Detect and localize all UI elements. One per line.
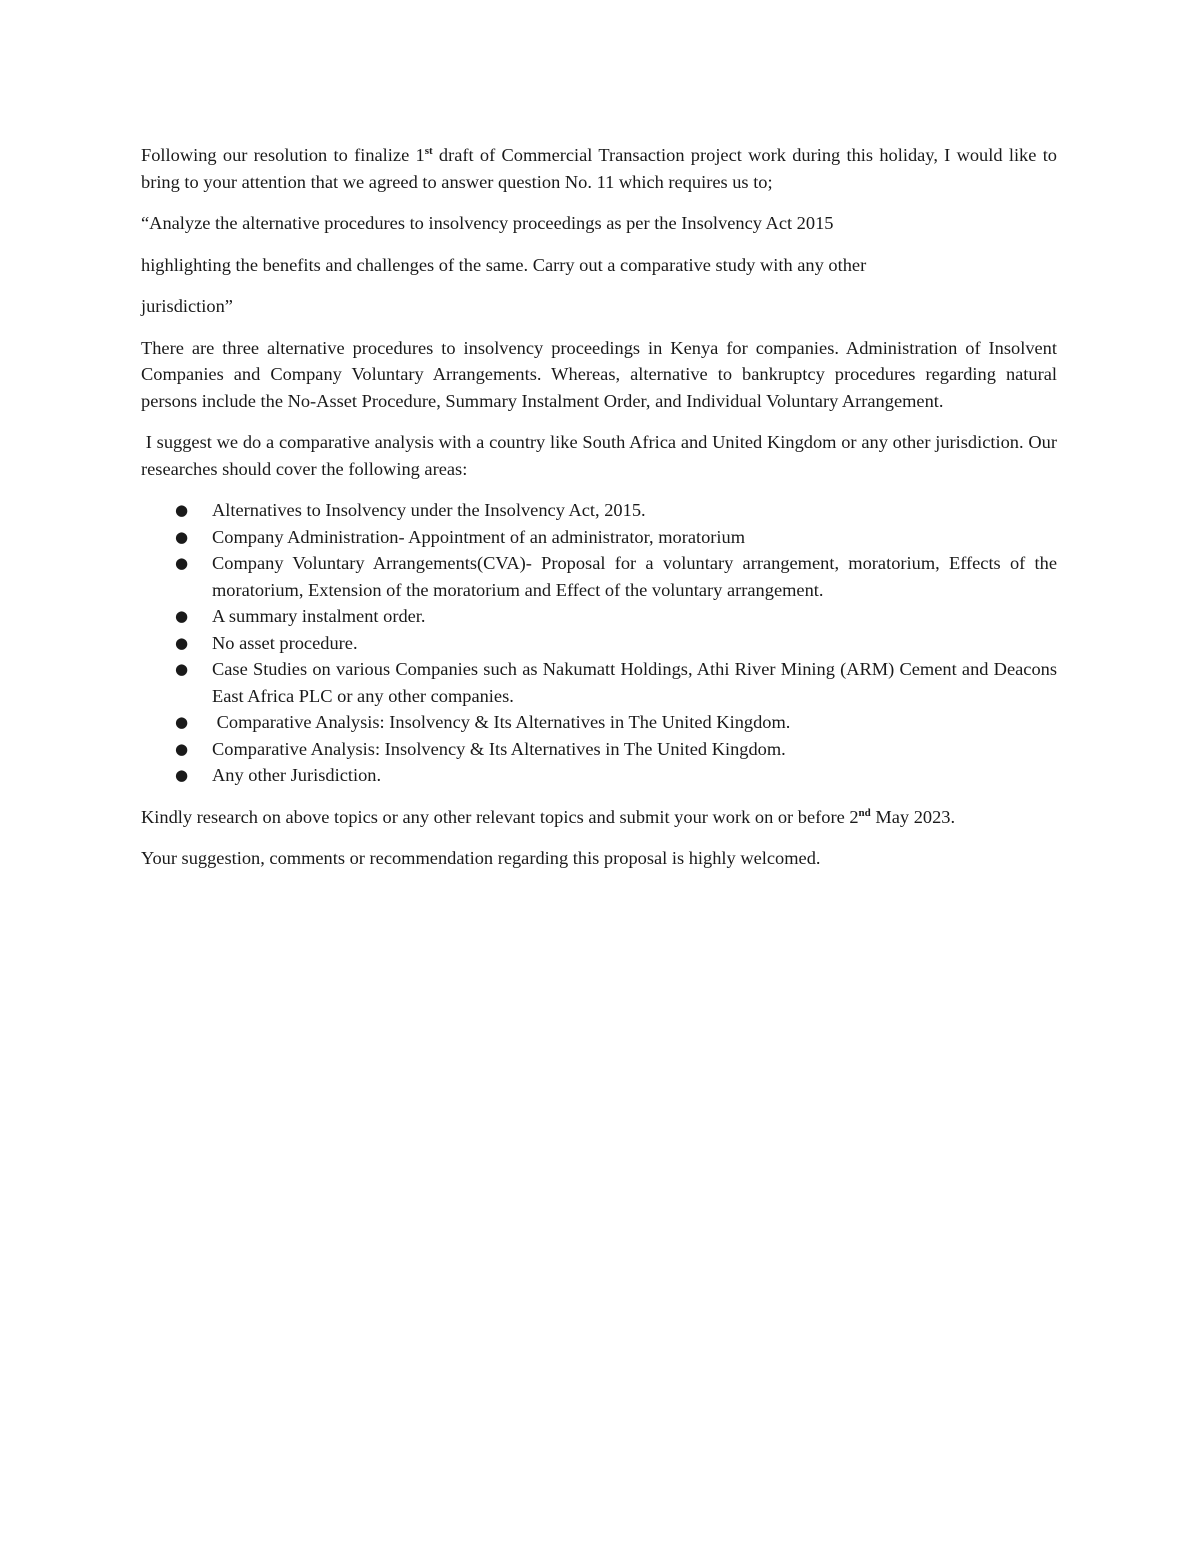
list-item: [141, 550, 1057, 603]
suggestion-paragraph: I suggest we do a comparative analysis with a country like South Africa and United Kingdom or any other jurisdiction. Our researches should cover the following areas:: [141, 432, 1062, 479]
research-topics-list: [141, 497, 1057, 789]
list-item: [141, 603, 1057, 630]
topic-text: Comparative Analysis: Insolvency & Its Alternatives in The United Kingdom.: [212, 712, 791, 732]
list-item: [141, 524, 1057, 551]
list-item: [141, 656, 1057, 709]
question-quote-line-1: “Analyze the alternative procedures to insolvency proceedings as per the Insolvency Act 2015: [141, 213, 834, 233]
bullet-icon: ●: [175, 766, 189, 784]
intro-text-start: Following our resolution to finalize 1: [141, 145, 425, 165]
bullet-icon: ●: [175, 633, 189, 652]
document-body: [141, 142, 1062, 887]
bullet-icon: ●: [175, 554, 189, 572]
deadline-ordinal-suffix: nd: [858, 806, 871, 819]
deadline-paragraph: [141, 804, 1057, 831]
deadline-text-start: Kindly research on above topics or any other relevant topics and submit your work on or before 2: [141, 806, 859, 827]
bullet-icon: ●: [175, 739, 189, 758]
question-quote-line-3: jurisdiction”: [141, 296, 233, 316]
bullet-icon: ●: [175, 527, 189, 546]
list-item: [141, 630, 1057, 657]
bullet-icon: ●: [175, 713, 189, 731]
topic-text: Alternatives to Insolvency under the Insolvency Act, 2015.: [212, 500, 646, 520]
list-item: [141, 709, 1057, 736]
intro-ordinal-suffix: st: [424, 144, 433, 157]
topic-text: Comparative Analysis: Insolvency & Its Alternatives in The United Kingdom.: [212, 738, 786, 759]
question-quote-line-2: highlighting the benefits and challenges of the same. Carry out a comparative study with any other: [141, 254, 867, 275]
intro-text-end: draft of Commercial Transaction project work during this holiday, I would like to bring to your attention that we agreed to answer question No. 11 which requires us to;: [141, 145, 1057, 192]
topic-text: Company Administration- Appointment of an administrator, moratorium: [212, 526, 746, 547]
topic-text: Case Studies on various Companies such as Nakumatt Holdings, Athi River Mining (ARM) Cement and Deacons East Africa PLC or any other companies.: [212, 659, 1057, 706]
bullet-icon: ●: [175, 501, 189, 519]
deadline-text-end: May 2023.: [870, 806, 956, 827]
closing-paragraph: Your suggestion, comments or recommendation regarding this proposal is highly welcomed.: [141, 848, 821, 868]
topic-text: No asset procedure.: [212, 632, 358, 653]
topic-text: Company Voluntary Arrangements(CVA)- Proposal for a voluntary arrangement, moratorium, Effects of the moratorium, Extension of the moratorium and Effect of the voluntary arrangement.: [212, 553, 1057, 600]
list-item: [141, 736, 1057, 763]
bullet-icon: ●: [175, 660, 189, 678]
list-item: [141, 497, 1057, 524]
intro-paragraph: [141, 142, 1057, 195]
list-item: [141, 762, 1057, 789]
topic-text: A summary instalment order.: [212, 606, 426, 626]
alternatives-paragraph: There are three alternative procedures to insolvency proceedings in Kenya for companies. Administration of Insolvent Companies and Company Voluntary Arrangements. Whereas, alternative to bankruptcy procedures regarding natural persons include the No-Asset Procedure, Summary Instalment Order, and Individual Voluntary Arrangement.: [141, 337, 1057, 411]
topic-text: Any other Jurisdiction.: [212, 765, 382, 785]
bullet-icon: ●: [175, 607, 189, 625]
